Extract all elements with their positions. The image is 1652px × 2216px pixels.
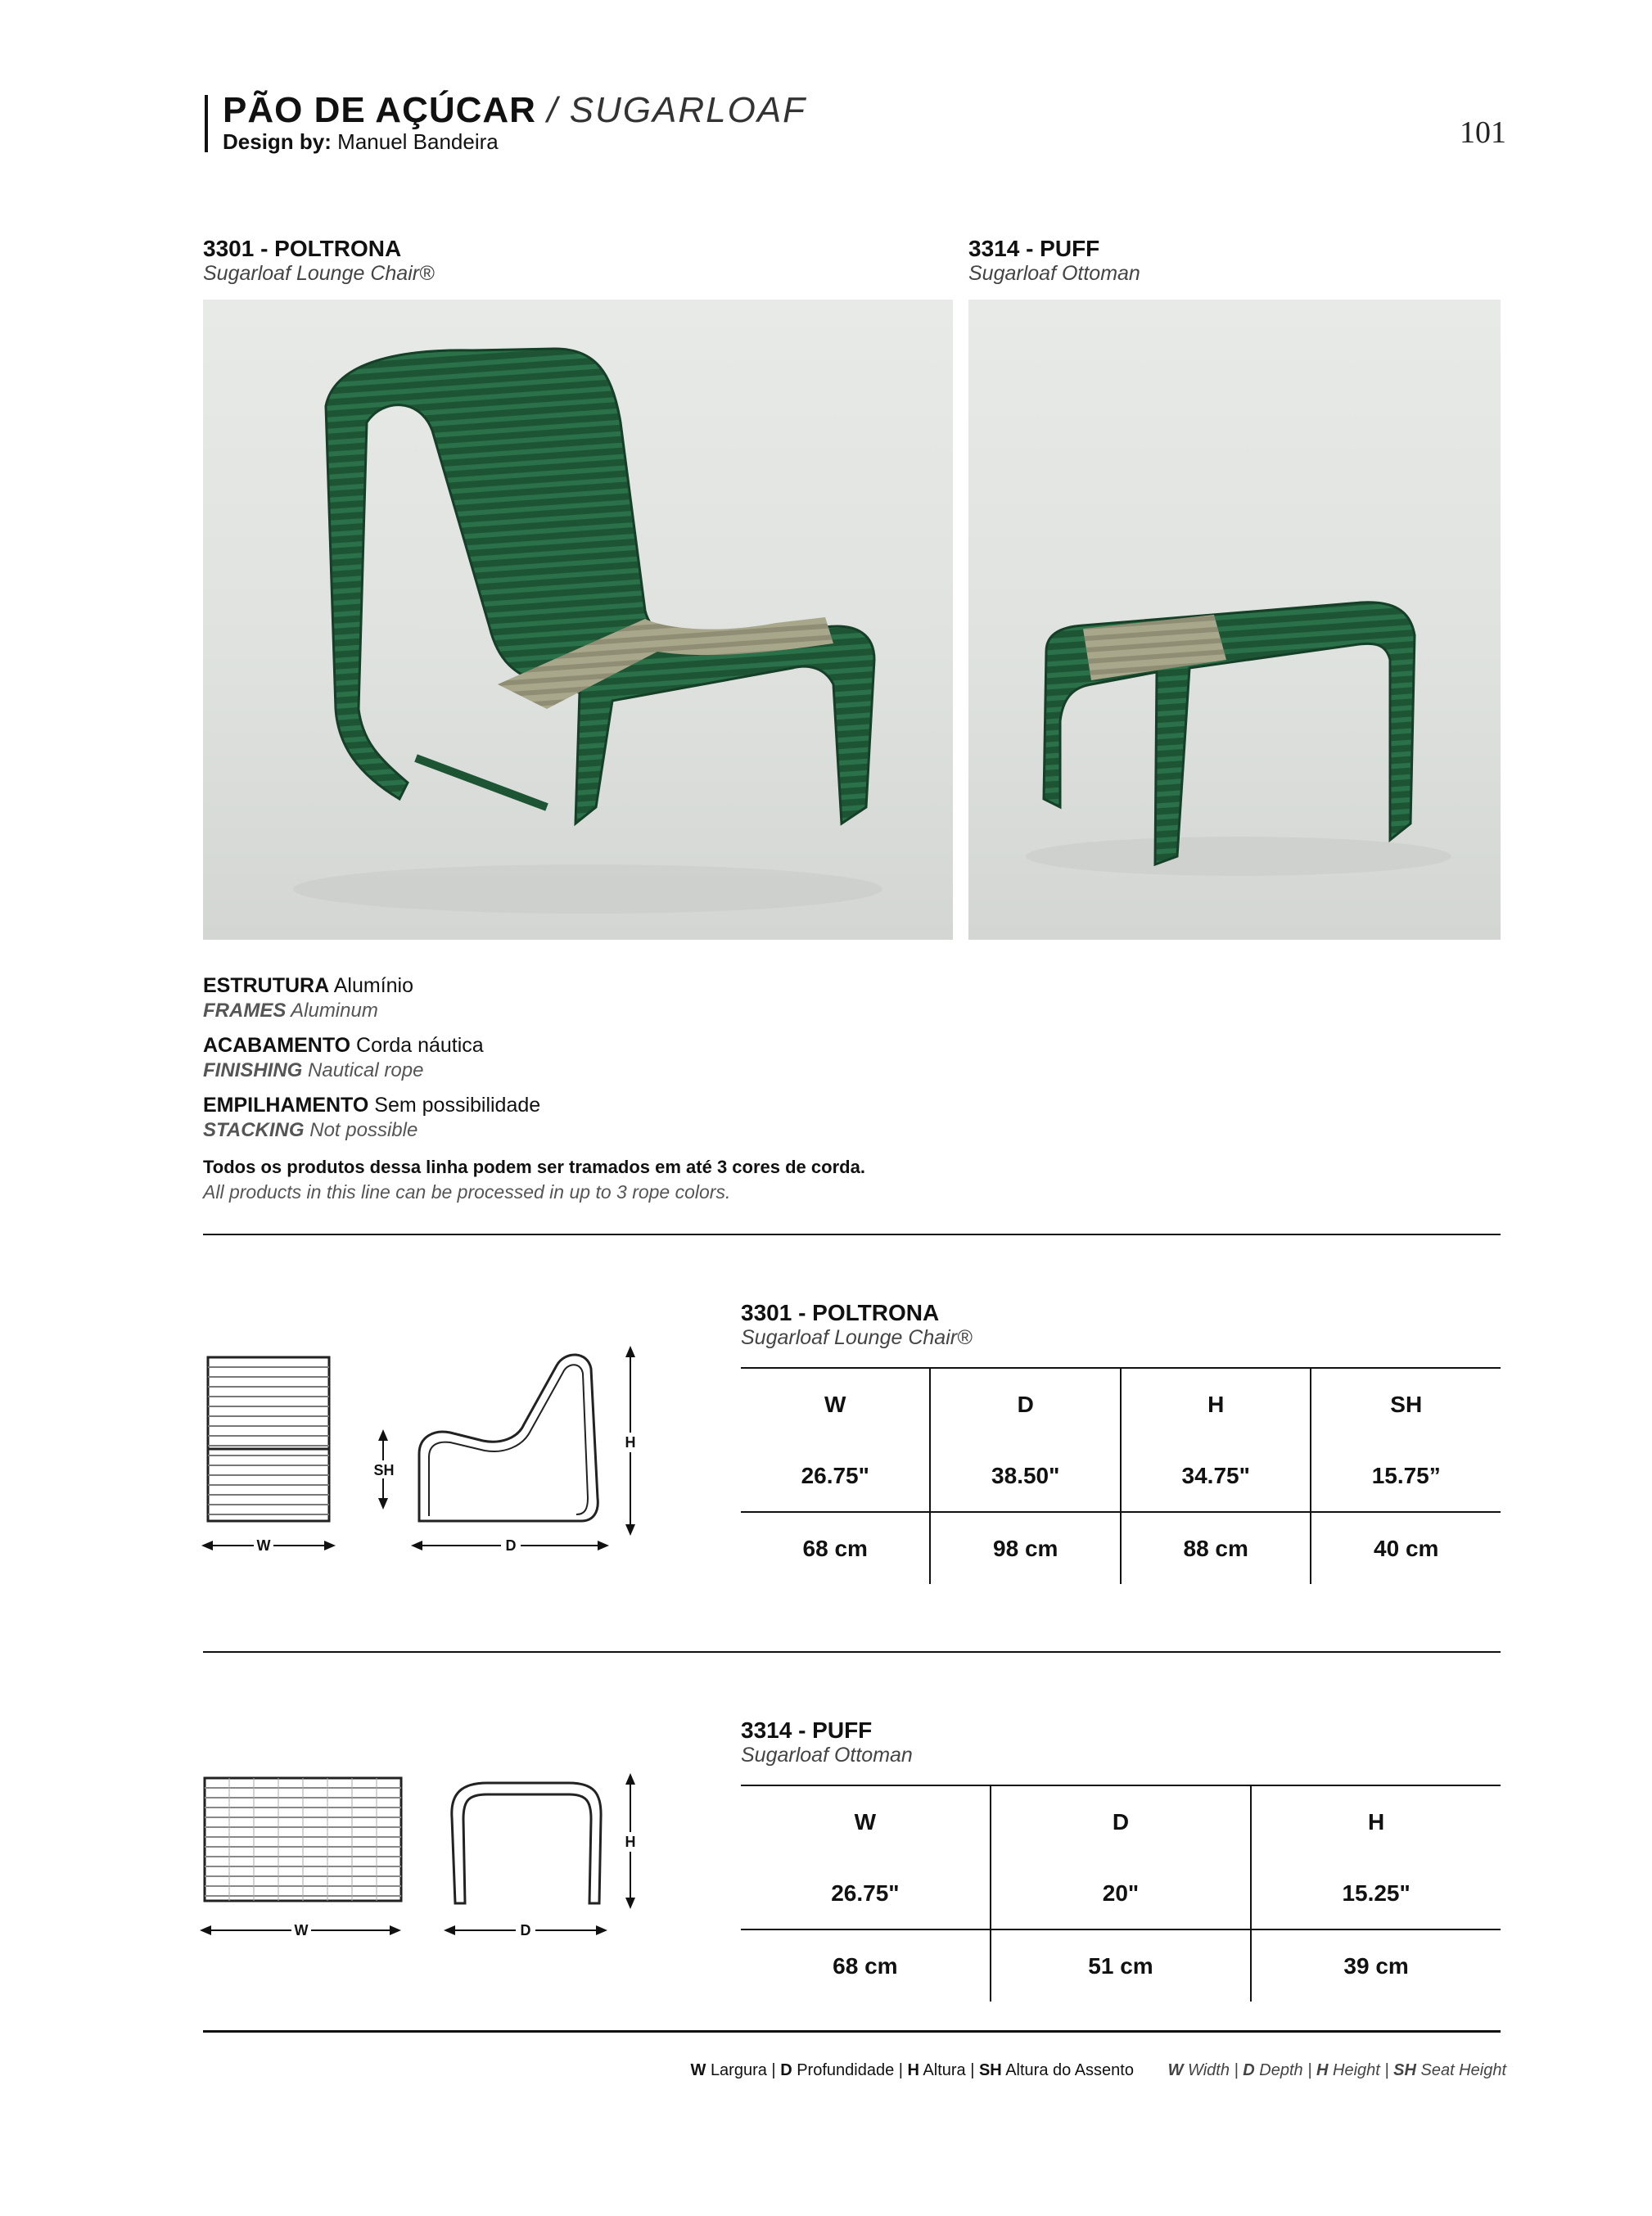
ottoman-h-label: H bbox=[625, 1834, 636, 1850]
product-code-ottoman: 3314 - PUFF bbox=[968, 236, 1100, 261]
spec-frames-value-pt: Alumínio bbox=[333, 974, 414, 997]
legend-key: H bbox=[1316, 2061, 1329, 2079]
legend-key: SH bbox=[1393, 2061, 1416, 2079]
ottoman-w-label: W bbox=[294, 1922, 309, 1938]
table-cell: 26.75" bbox=[831, 1880, 900, 1906]
table-title-chair: 3301 - POLTRONA bbox=[741, 1300, 940, 1325]
table-cell: 26.75" bbox=[801, 1462, 869, 1488]
legend-value: Seat Height bbox=[1420, 2061, 1506, 2079]
collection-title bbox=[223, 90, 806, 131]
legend-value: Profundidade bbox=[797, 2061, 895, 2079]
chair-h-label: H bbox=[625, 1434, 636, 1451]
col-header-sh: SH bbox=[1311, 1368, 1501, 1440]
title-separator: / bbox=[547, 90, 559, 130]
table-cell: 98 cm bbox=[930, 1512, 1120, 1584]
divider-middle bbox=[203, 1651, 1501, 1653]
table-header-row bbox=[741, 1785, 1501, 1857]
table-row-inches bbox=[741, 1440, 1501, 1512]
legend-key: W bbox=[690, 2061, 706, 2079]
spec-stacking-value-pt: Sem possibilidade bbox=[374, 1094, 541, 1117]
table-cell: 40 cm bbox=[1311, 1512, 1501, 1584]
table-title-ottoman: 3314 - PUFF bbox=[741, 1717, 873, 1743]
designer-credit bbox=[223, 129, 499, 155]
ottoman-photo bbox=[968, 300, 1501, 940]
col-header-h: H bbox=[1251, 1785, 1501, 1857]
lounge-chair-photo bbox=[203, 300, 953, 940]
col-header-d: D bbox=[930, 1368, 1120, 1440]
ottoman-d-label: D bbox=[520, 1922, 531, 1938]
table-row-cm bbox=[741, 1512, 1501, 1584]
lounge-chair-illustration bbox=[203, 300, 953, 940]
collection-title-pt: PÃO DE AÇÚCAR bbox=[223, 90, 536, 130]
chair-dimension-drawing bbox=[196, 1343, 671, 1572]
col-header-w: W bbox=[854, 1808, 877, 1835]
ottoman-illustration bbox=[968, 300, 1501, 940]
table-row-cm bbox=[741, 1929, 1501, 2002]
ottoman-dimension-drawing bbox=[196, 1768, 671, 1948]
col-header-w: W bbox=[824, 1391, 846, 1417]
spec-frames-pt bbox=[203, 974, 865, 998]
spec-frames-label-en: FRAMES bbox=[203, 1000, 287, 1022]
legend-en: W Width | D Depth | H Height | SH Seat Height bbox=[1167, 2061, 1506, 2079]
legend-key: W bbox=[1167, 2061, 1184, 2079]
spec-frames-label-pt: ESTRUTURA bbox=[203, 974, 330, 997]
rope-colors-note-en: All products in this line can be processed in up to 3 rope colors. bbox=[203, 1181, 731, 1203]
legend-pt: W Largura | D Profundidade | H Altura | SH Altura do Assento bbox=[690, 2061, 1134, 2079]
legend-value: Depth bbox=[1259, 2061, 1303, 2079]
table-header-row bbox=[741, 1368, 1501, 1440]
table-cell: 51 cm bbox=[991, 1929, 1251, 2002]
specs-block bbox=[203, 974, 865, 1203]
table-cell: 68 cm bbox=[802, 1535, 868, 1561]
table-cell: 39 cm bbox=[1251, 1929, 1501, 2002]
spec-stacking-label-en: STACKING bbox=[203, 1119, 305, 1141]
table-cell: 68 cm bbox=[833, 1952, 898, 1979]
legend-value: Altura do Assento bbox=[1005, 2061, 1134, 2079]
spec-stacking-pt bbox=[203, 1094, 865, 1117]
spec-finishing-label-en: FINISHING bbox=[203, 1059, 303, 1081]
spec-finishing-pt bbox=[203, 1034, 865, 1058]
legend-value: Width bbox=[1188, 2061, 1230, 2079]
spec-frames-en bbox=[203, 1000, 865, 1022]
designer-name: Manuel Bandeira bbox=[337, 129, 499, 154]
table-subtitle-chair: Sugarloaf Lounge Chair® bbox=[741, 1326, 973, 1349]
divider-bottom bbox=[203, 2030, 1501, 2033]
legend-key: D bbox=[780, 2061, 792, 2079]
product-name-ottoman: Sugarloaf Ottoman bbox=[968, 262, 1140, 285]
product-code-chair: 3301 - POLTRONA bbox=[203, 236, 402, 261]
spec-finishing-label-pt: ACABAMENTO bbox=[203, 1034, 351, 1057]
legend-value: Height bbox=[1333, 2061, 1380, 2079]
spec-finishing-value-en: Nautical rope bbox=[308, 1059, 424, 1081]
legend-key: D bbox=[1243, 2061, 1255, 2079]
header-accent-bar bbox=[205, 95, 208, 152]
table-row-inches bbox=[741, 1857, 1501, 1929]
legend-value: Largura bbox=[710, 2061, 767, 2079]
ottoman-dimensions-table bbox=[741, 1785, 1501, 2002]
chair-d-label: D bbox=[505, 1537, 517, 1554]
table-cell: 34.75" bbox=[1121, 1440, 1311, 1512]
table-cell: 15.25" bbox=[1251, 1857, 1501, 1929]
legend-value: Altura bbox=[923, 2061, 966, 2079]
legend-key: SH bbox=[978, 2061, 1002, 2079]
spec-frames-value-en: Aluminum bbox=[291, 1000, 378, 1022]
spec-stacking-en bbox=[203, 1119, 865, 1142]
divider-top bbox=[203, 1234, 1501, 1235]
dimension-legend bbox=[671, 2061, 1506, 2080]
table-subtitle-ottoman: Sugarloaf Ottoman bbox=[741, 1744, 913, 1767]
spec-stacking-value-en: Not possible bbox=[309, 1119, 418, 1141]
product-name-chair: Sugarloaf Lounge Chair® bbox=[203, 262, 435, 285]
col-header-d: D bbox=[991, 1785, 1251, 1857]
chair-sh-label: SH bbox=[373, 1462, 395, 1478]
design-by-label: Design by: bbox=[223, 129, 332, 154]
page-number: 101 bbox=[1460, 115, 1506, 150]
table-cell: 88 cm bbox=[1121, 1512, 1311, 1584]
collection-title-en: SUGARLOAF bbox=[569, 90, 807, 130]
legend-key: H bbox=[907, 2061, 919, 2079]
table-cell: 20" bbox=[991, 1857, 1251, 1929]
table-cell: 38.50" bbox=[930, 1440, 1120, 1512]
spec-finishing-en bbox=[203, 1059, 865, 1082]
col-header-h: H bbox=[1121, 1368, 1311, 1440]
rope-colors-note-pt: Todos os produtos dessa linha podem ser tramados em até 3 cores de corda. bbox=[203, 1157, 865, 1177]
spec-stacking-label-pt: EMPILHAMENTO bbox=[203, 1094, 369, 1117]
chair-dimensions-table bbox=[741, 1367, 1501, 1584]
spec-finishing-value-pt: Corda náutica bbox=[356, 1034, 484, 1057]
table-cell: 15.75” bbox=[1311, 1440, 1501, 1512]
chair-w-label: W bbox=[256, 1537, 271, 1554]
